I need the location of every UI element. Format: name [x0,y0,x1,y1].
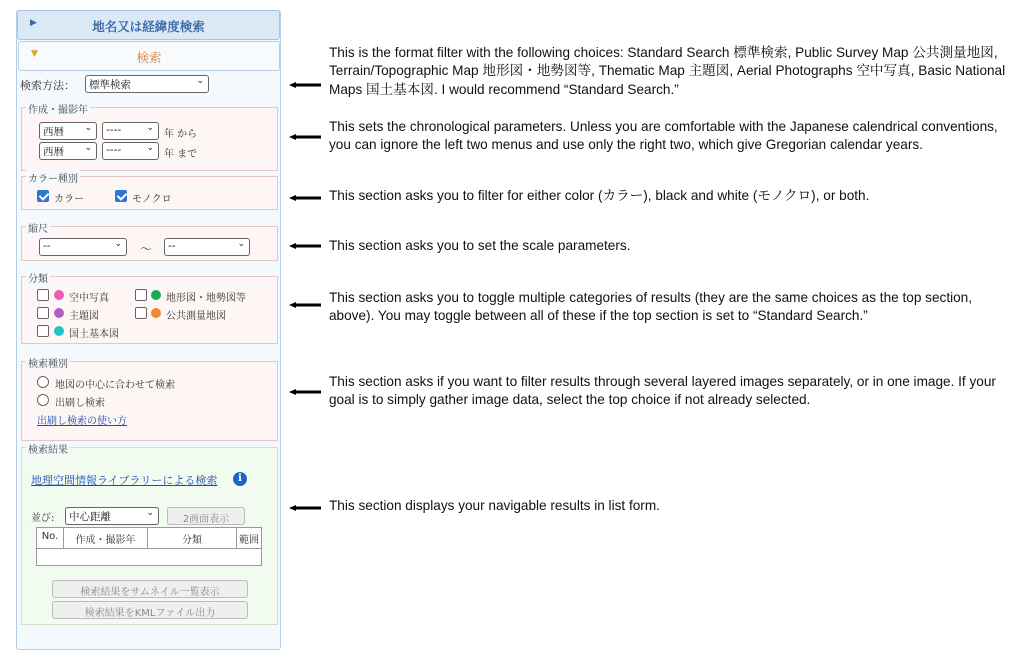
left-arrow-icon [289,243,321,247]
scale-tilde: ～ [140,242,153,256]
era-to-select[interactable] [39,142,97,160]
caret-right-icon: ▶ [30,18,37,28]
sort-value: 中心距離 [69,511,111,523]
center-search-radio[interactable] [37,376,49,388]
search-type-legend: 検索種別 [26,355,70,370]
category-label-basic-national: 国土基本図 [69,329,119,340]
aerial-color-dot [54,290,64,300]
category-checkbox-thematic[interactable] [37,307,49,319]
note-chronology: This sets the chronological parameters. Unless you are comfortable with the Japanese calendrical conventions, you can ignore the left two menus and use only the right two, which give Gregorian calendar years. [329,119,998,153]
category-checkbox-topographic[interactable] [135,289,147,301]
left-arrow-icon [289,389,321,393]
color-type-fieldset [21,176,278,210]
year-from-value: ---- [106,124,122,136]
note-category: This section asks you to toggle multiple categories of results (they are the same choices as the top section, above). You may toggle between all of these if the top section is set to “Standard Search.” [329,290,973,324]
category-label-aerial: 空中写真 [69,293,109,304]
search-title: 検索 [136,50,162,65]
date-legend: 作成・撮影年 [26,101,90,116]
sort-select[interactable] [65,507,159,525]
column-range: 範囲 [239,535,259,546]
thumbnail-list-button[interactable]: 検索結果をサムネイル一覧表示 [52,580,248,598]
color-label: カラー [54,194,84,205]
from-suffix: 年 から [164,129,198,140]
column-category: 分類 [148,528,237,548]
category-label-public-survey: 公共測量地図 [166,311,226,322]
category-label-topographic: 地形図・地勢図等 [166,293,246,304]
color-checkbox[interactable] [37,190,49,202]
center-search-label: 地図の中心に合わせて検索 [55,380,175,391]
to-suffix: 年 まで [164,149,198,160]
scale-to-select[interactable] [164,238,250,256]
chevron-down-icon: ⌄ [84,123,92,133]
print-search-help-link[interactable]: 出刷し検索の使い方 [37,416,127,427]
thematic-color-dot [54,308,64,318]
scale-fieldset [21,226,278,261]
left-arrow-icon [289,82,321,86]
column-no: No. [37,528,64,548]
left-arrow-icon [289,134,321,138]
chevron-down-icon: ⌄ [146,143,154,153]
results-fieldset [21,447,278,625]
results-table-header [36,527,262,549]
chevron-down-icon: ⌄ [196,76,204,86]
note-format-filter: This is the format filter with the following choices: Standard Search 標準検索, Public Survey Map 公共測量地図, Terrain/Topographic Map 地形図・地勢図等, Thematic Map 主題図, Aerial Photographs 空中写真, Basic National Maps 国土基本図. I would recommend “Standard Search.” [329,45,1006,97]
results-legend: 検索結果 [26,441,70,456]
scale-from-select[interactable] [39,238,127,256]
category-label-thematic: 主題図 [69,311,99,322]
category-checkbox-public-survey[interactable] [135,307,147,319]
place-latlon-search-header[interactable] [17,10,280,40]
search-type-fieldset [21,361,278,441]
place-latlon-search-title: 地名又は経緯度検索 [92,19,205,34]
public-survey-color-dot [151,308,161,318]
monochrome-label: モノクロ [132,194,172,205]
chevron-down-icon: ⌄ [146,123,154,133]
search-panel [16,10,281,650]
search-method-value: 標準検索 [89,79,131,91]
basic-national-color-dot [54,326,64,336]
search-header[interactable] [18,41,280,71]
category-checkbox-aerial[interactable] [37,289,49,301]
category-fieldset [21,276,278,344]
year-to-select[interactable] [102,142,159,160]
era-from-select[interactable] [39,122,97,140]
print-search-radio[interactable] [37,394,49,406]
year-from-select[interactable] [102,122,159,140]
info-icon[interactable]: i [233,472,247,486]
sort-label: 並び: [31,513,55,524]
category-checkbox-basic-national[interactable] [37,325,49,337]
scale-to-value: -- [168,240,176,252]
two-screen-button[interactable]: 2画面表示 [167,507,245,525]
note-results: This section displays your navigable results in list form. [329,498,660,513]
search-method-label: 検索方法： [20,79,75,92]
chevron-down-icon: ⌄ [84,143,92,153]
search-method-select[interactable] [85,75,209,93]
topographic-color-dot [151,290,161,300]
results-table-body [36,549,262,566]
chevron-down-icon: ⌄ [146,508,154,518]
scale-from-value: -- [43,240,51,252]
caret-down-icon: ▼ [31,49,38,59]
kml-export-button[interactable]: 検索結果をKMLファイル出力 [52,601,248,619]
category-legend: 分類 [26,270,50,285]
note-color-type: This section asks you to filter for either color (カラー), black and white (モノクロ), or both. [329,188,870,203]
left-arrow-icon [289,505,321,509]
monochrome-checkbox[interactable] [115,190,127,202]
left-arrow-icon [289,195,321,199]
chevron-down-icon: ⌄ [237,239,245,249]
print-search-label: 出刷し検索 [55,398,105,409]
era-from-value: 西暦 [43,126,64,138]
column-date: 作成・撮影年 [64,528,148,548]
note-search-type: This section asks if you want to filter results through several layered images separately, or in one image. If your goal is to simply gather image data, select the top choice if not already selected. [329,374,996,408]
left-arrow-icon [289,302,321,306]
date-fieldset [21,107,278,171]
chevron-down-icon: ⌄ [114,239,122,249]
scale-legend: 縮尺 [26,220,50,235]
library-search-link[interactable]: 地理空間情報ライブラリーによる検索 [31,474,218,487]
era-to-value: 西暦 [43,146,64,158]
year-to-value: ---- [106,144,122,156]
color-type-legend: カラー種別 [26,170,80,185]
note-scale: This section asks you to set the scale parameters. [329,238,631,253]
